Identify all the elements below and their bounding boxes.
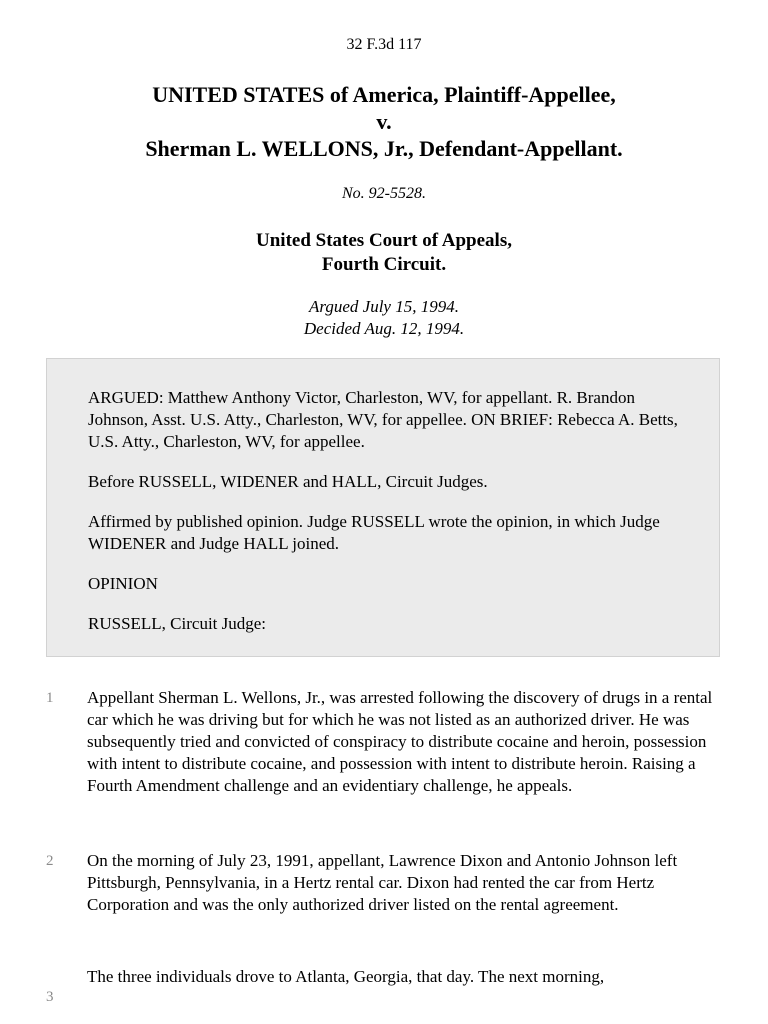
plaintiff-line: UNITED STATES of America, Plaintiff-Appellee,: [152, 82, 616, 107]
disposition-text: Affirmed by published opinion. Judge RUSSELL wrote the opinion, in which Judge WIDENER and Judge HALL joined.: [88, 512, 660, 553]
defendant-line: Sherman L. WELLONS, Jr., Defendant-Appellant.: [145, 136, 623, 161]
case-caption: [0, 81, 768, 162]
versus-line: v.: [376, 109, 392, 134]
counsel-text: ARGUED: Matthew Anthony Victor, Charleston, WV, for appellant. R. Brandon Johnson, Asst. U.S. Atty., Charleston, WV, for appellee. ON BRIEF: Rebecca A. Betts, U.S. Atty., Charleston, WV, for appellee.: [88, 388, 678, 451]
opinion-author: RUSSELL, Circuit Judge:: [88, 614, 267, 633]
opinion-heading: OPINION: [88, 574, 158, 593]
paragraph-text: The three individuals drove to Atlanta, Georgia, that day. The next morning,: [87, 967, 605, 986]
court-name: [0, 229, 768, 277]
case-citation: 32 F.3d 117: [346, 36, 422, 53]
paragraph-number: 3: [46, 989, 54, 1005]
paragraph-number: 2: [46, 853, 54, 869]
court-name-line1: United States Court of Appeals,: [256, 230, 512, 251]
paragraph-text: On the morning of July 23, 1991, appellant, Lawrence Dixon and Antonio Johnson left Pittsburgh, Pennsylvania, in a Hertz rental car. Dixon had rented the car from Hertz Corporation and was the only authorized driver listed on the rental agreement.: [87, 851, 678, 914]
docket-number: No. 92-5528.: [342, 185, 426, 202]
case-dates: [0, 296, 768, 340]
court-name-line2: Fourth Circuit.: [321, 254, 447, 275]
paragraph-text: Appellant Sherman L. Wellons, Jr., was arrested following the discovery of drugs in a rental car which he was driving but for which he was not listed as an authorized driver. He was subsequently tried and convicted of conspiracy to distribute cocaine and heroin, possession with intent to distribute cocaine, and possession with intent to distribute heroin. Raising a Fourth Amendment challenge and an evidentiary challenge, he appeals.: [87, 688, 713, 795]
decided-date: Decided Aug. 12, 1994.: [303, 319, 465, 338]
case-summary-box: [46, 358, 720, 657]
panel-text: Before RUSSELL, WIDENER and HALL, Circuit Judges.: [88, 472, 488, 491]
argued-date: Argued July 15, 1994.: [309, 297, 459, 316]
paragraph-number: 1: [46, 690, 54, 706]
